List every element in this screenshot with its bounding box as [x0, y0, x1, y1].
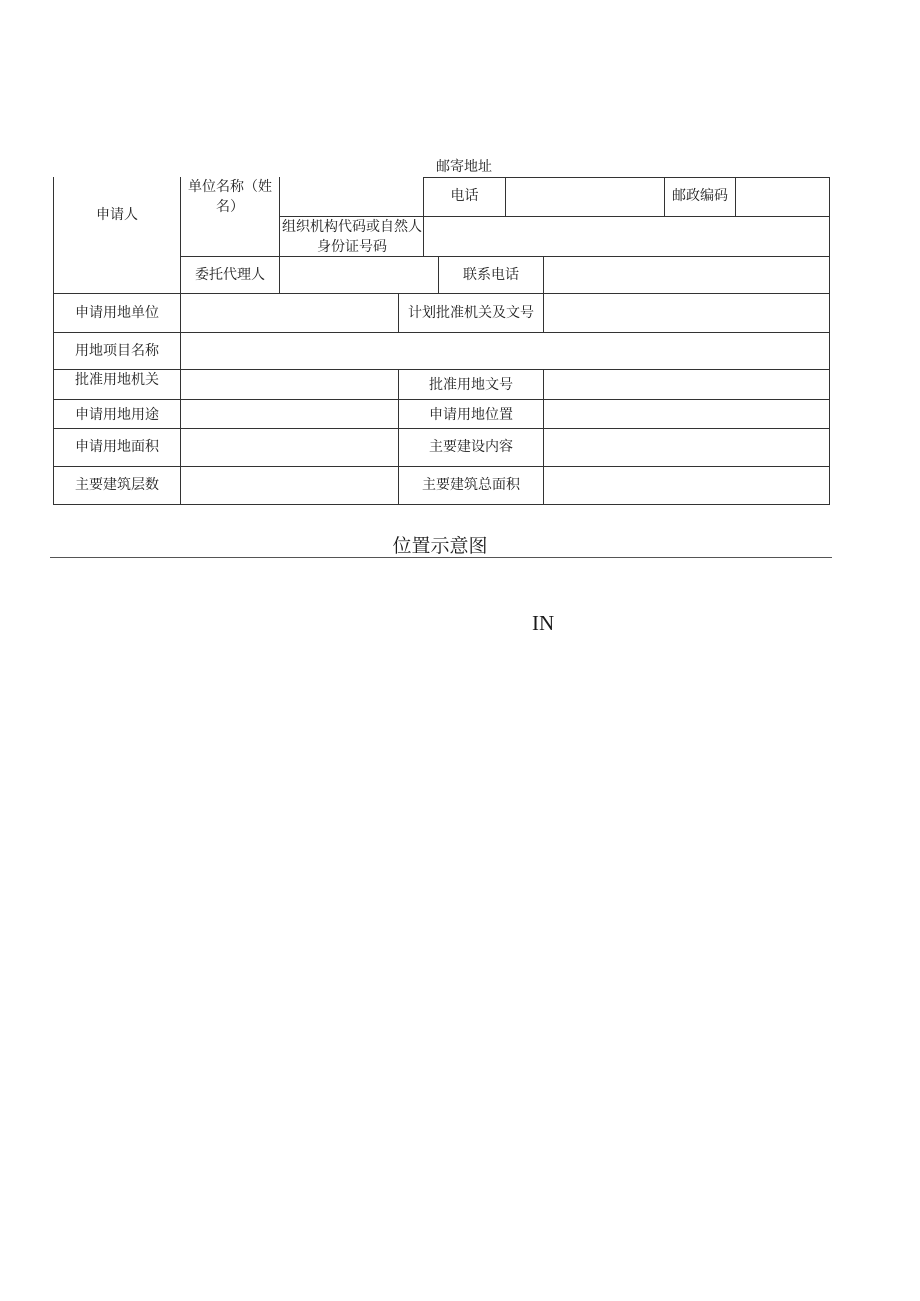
plan-approval-label: 计划批准机关及文号 [408, 305, 534, 321]
diagram-title-underline [50, 557, 832, 558]
construction-content-field[interactable] [544, 429, 828, 465]
project-name-field[interactable] [181, 333, 828, 368]
contact-phone-label: 联系电话 [463, 267, 519, 283]
postal-code-field[interactable] [736, 178, 828, 215]
land-area-field[interactable] [181, 429, 397, 465]
contact-phone-field[interactable] [544, 257, 828, 292]
agent-field[interactable] [281, 257, 437, 292]
land-location-label: 申请用地位置 [429, 407, 513, 423]
project-name-label: 用地项目名称 [75, 343, 159, 359]
plan-approval-field[interactable] [544, 294, 828, 331]
total-area-field[interactable] [544, 467, 828, 503]
grid-line-col-subname [279, 177, 280, 294]
land-use-field[interactable] [181, 400, 397, 427]
diagram-title: 位置示意图 [392, 535, 488, 557]
unit-name-field[interactable] [281, 178, 422, 255]
applying-unit-label: 申请用地单位 [75, 305, 159, 321]
total-area-label: 主要建筑总面积 [422, 477, 520, 493]
agent-label: 委托代理人 [195, 267, 265, 283]
phone-label: 电话 [450, 188, 479, 204]
approval-authority-label: 批准用地机关 [75, 372, 159, 388]
approval-doc-label: 批准用地文号 [429, 377, 513, 393]
land-use-label: 申请用地用途 [75, 407, 159, 423]
applying-unit-field[interactable] [181, 294, 397, 331]
construction-content-label: 主要建设内容 [429, 439, 513, 455]
applicant-label: 申请人 [96, 207, 138, 223]
grid-line-bottom [53, 504, 830, 505]
land-location-field[interactable] [544, 400, 828, 427]
location-diagram-area[interactable] [50, 560, 832, 1260]
phone-field[interactable] [506, 178, 663, 215]
postal-code-label: 邮政编码 [672, 188, 728, 204]
mailing-address-label: 邮寄地址 [436, 159, 492, 175]
unit-name-label: 单位名称（姓名） [188, 179, 272, 215]
table-border-right [829, 177, 830, 505]
land-area-label: 申请用地面积 [75, 439, 159, 455]
floors-label: 主要建筑层数 [75, 477, 159, 493]
org-code-label: 组织机构代码或自然人身份证号码 [282, 219, 422, 255]
org-code-field[interactable] [424, 217, 828, 255]
approval-doc-field[interactable] [544, 370, 828, 398]
north-marker: IN [532, 611, 555, 635]
approval-authority-field[interactable] [181, 370, 397, 398]
floors-field[interactable] [181, 467, 397, 503]
